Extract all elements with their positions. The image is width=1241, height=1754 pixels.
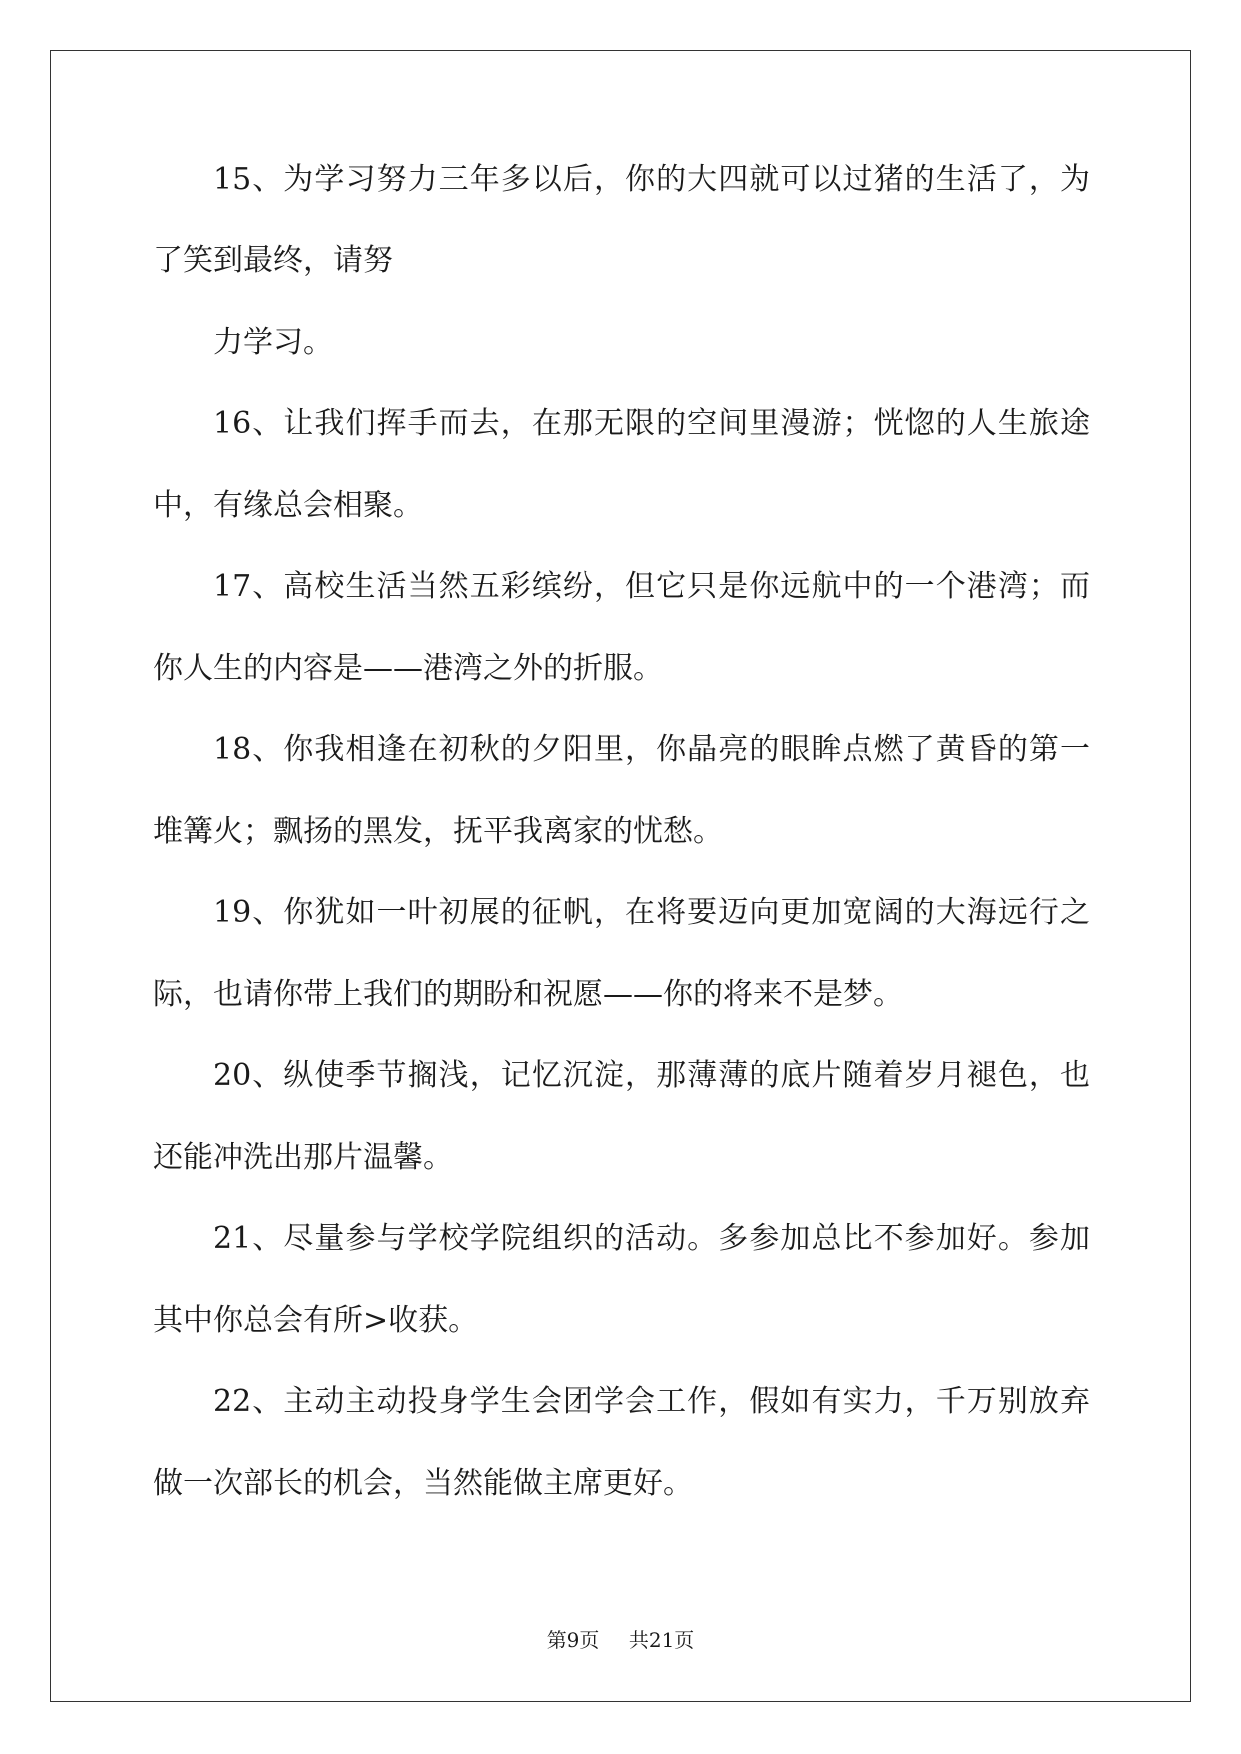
text-line: 中，有缘总会相聚。: [153, 488, 423, 523]
text-line: 17、高校生活当然五彩缤纷，但它只是你远航中的一个港湾；而: [213, 569, 1090, 604]
page-border: [50, 50, 1191, 1702]
text-line: 21、尽量参与学校学院组织的活动。多参加总比不参加好。参加: [213, 1221, 1090, 1256]
text-line: 你人生的内容是——港湾之外的折服。: [153, 651, 663, 686]
text-line: 20、纵使季节搁浅，记忆沉淀，那薄薄的底片随着岁月褪色，也: [213, 1058, 1090, 1093]
text-line: 际，也请你带上我们的期盼和祝愿——你的将来不是梦。: [153, 977, 903, 1012]
text-line: 还能冲洗出那片温馨。: [153, 1140, 453, 1175]
text-line: 力学习。: [213, 325, 333, 360]
text-line: 做一次部长的机会，当然能做主席更好。: [153, 1466, 693, 1501]
text-line: 其中你总会有所>收获。: [153, 1303, 479, 1338]
text-line: 堆篝火；飘扬的黑发，抚平我离家的忧愁。: [153, 814, 723, 849]
text-line: 16、让我们挥手而去，在那无限的空间里漫游；恍惚的人生旅途: [213, 406, 1090, 441]
page-total: 共21页: [628, 1628, 695, 1652]
text-line: 了笑到最终，请努: [153, 243, 393, 278]
text-line: 15、为学习努力三年多以后，你的大四就可以过猪的生活了，为: [213, 162, 1090, 197]
text-line: 22、主动主动投身学生会团学会工作，假如有实力，千万别放弃: [213, 1384, 1090, 1419]
text-line: 19、你犹如一叶初展的征帆，在将要迈向更加宽阔的大海远行之: [213, 895, 1090, 930]
page-footer: [0, 1626, 1241, 1654]
page-number: 第9页: [546, 1628, 600, 1652]
text-line: 18、你我相逢在初秋的夕阳里，你晶亮的眼眸点燃了黄昏的第一: [213, 732, 1090, 767]
